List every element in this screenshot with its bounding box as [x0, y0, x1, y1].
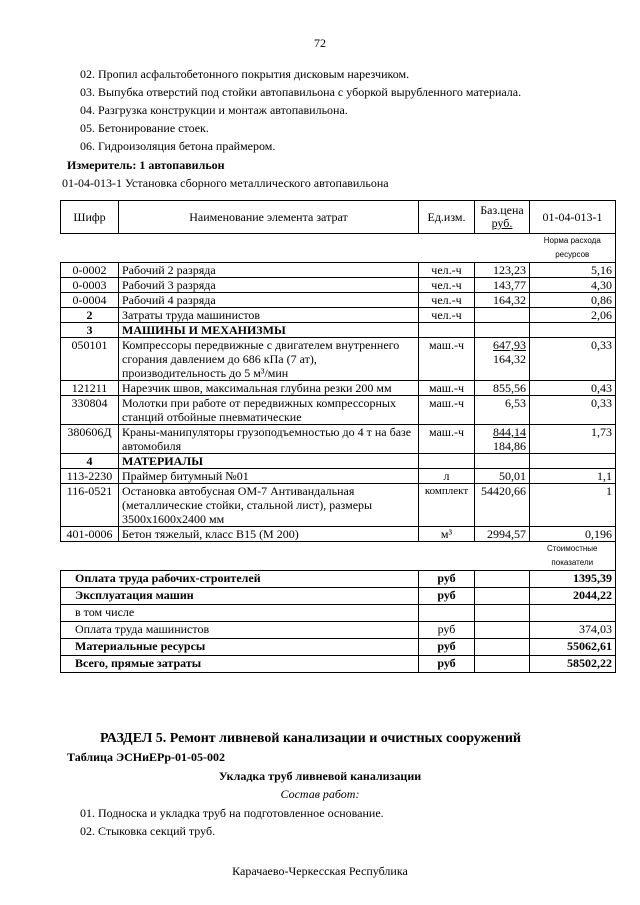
row-norm: 1 [530, 484, 616, 527]
subheader-row [61, 234, 616, 263]
row-price: 54420,66 [475, 484, 530, 527]
work-item: 01. Поднoска и укладка труб на подготовленное основание. [80, 806, 384, 820]
row-norm: 0,33 [530, 338, 616, 381]
table-row [61, 484, 616, 527]
row-unit: маш.-ч [419, 381, 475, 396]
row-price: 123,23 [475, 263, 530, 278]
header-norm: 01-04-013-1 [530, 201, 616, 234]
table-row [61, 263, 616, 278]
row-name: Краны-манипуляторы грузоподъемностью до 4 т на базе автомобиля [119, 425, 419, 454]
summary-row [61, 571, 616, 588]
summary-label: Всего, прямые затраты [61, 656, 419, 673]
summary-value: 55062,61 [530, 639, 616, 656]
row-name: Затраты труда машинистов [119, 308, 419, 323]
section-code: 3 [61, 323, 119, 338]
summary-unit: руб [419, 656, 475, 673]
table-id: Таблица ЭСНиЕРр-01-05-002 [67, 750, 226, 764]
summary-row [61, 605, 616, 622]
summary-label: Материальные ресурсы [61, 639, 419, 656]
row-price: 6,53 [475, 396, 530, 425]
row-unit: комплект [419, 484, 475, 527]
row-price: 855,56 [475, 381, 530, 396]
row-code: 401-0006 [61, 527, 119, 542]
row-price-main: 647,93 [493, 338, 526, 352]
subheader-cost: Стоимостные показатели [530, 542, 616, 571]
table-row [61, 323, 616, 338]
row-norm: 0,33 [530, 396, 616, 425]
subheader-norm: Норма расхода ресурсов [530, 234, 616, 263]
row-code: 0-0004 [61, 293, 119, 308]
row-code: 113-2230 [61, 469, 119, 484]
footer-region: Карачаево-Черкесская Республика [232, 864, 408, 878]
row-price: 143,77 [475, 278, 530, 293]
summary-value: 58502,22 [530, 656, 616, 673]
summary-value: 1395,39 [530, 571, 616, 588]
table-row [61, 278, 616, 293]
page-number: 72 [314, 36, 326, 50]
header-base-price-line2: руб. [491, 216, 513, 230]
row-name: Молотки при работе от передвижных компрессорных станций отбойные пневматические [119, 396, 419, 425]
work-item: 03. Выпубка отверстий под стойки автопавильона с уборкой вырубленного материала. [80, 85, 522, 99]
summary-row [61, 622, 616, 639]
measure-unit: Измеритель: 1 автопавильон [67, 158, 225, 172]
summary-value [530, 605, 616, 622]
row-price-wages: 164,32 [493, 352, 526, 366]
row-price-wages: 184,86 [493, 439, 526, 453]
summary-row [61, 639, 616, 656]
row-norm: 0,196 [530, 527, 616, 542]
row-norm: 1,1 [530, 469, 616, 484]
table-row [61, 469, 616, 484]
row-unit: м³ [419, 527, 475, 542]
summary-value: 2044,22 [530, 588, 616, 605]
row-unit: маш.-ч [419, 338, 475, 381]
table-row [61, 381, 616, 396]
work-item: 06. Гидроизоляция бетона праймером. [80, 139, 276, 153]
row-unit: чел.-ч [419, 293, 475, 308]
row-norm: 1,73 [530, 425, 616, 454]
row-name: Праймер битумный №01 [119, 469, 419, 484]
header-code: Шифр [61, 201, 119, 234]
row-name: Нарезчик швов, максимальная глубина резки 200 мм [119, 381, 419, 396]
work-item: 02. Пропил асфальтобетонного покрытия дисковым нарезчиком. [80, 67, 410, 81]
work-item: 02. Стыковка секций труб. [80, 824, 216, 838]
row-norm: 0,86 [530, 293, 616, 308]
summary-label: Оплата труда рабочих-строителей [61, 571, 419, 588]
header-base-price [475, 201, 530, 234]
row-code: 0-0002 [61, 263, 119, 278]
row-code: 121211 [61, 381, 119, 396]
row-price: 50,01 [475, 469, 530, 484]
row-unit: чел.-ч [419, 263, 475, 278]
row-name: Компрессоры передвижные с двигателем внутреннего сгорания давлением до 686 кПа (7 ат), производительность до 5 м³/мин [119, 338, 419, 381]
section-title: РАЗДЕЛ 5. Ремонт ливневой канализации и очистных сооружений [100, 731, 521, 746]
row-code: 330804 [61, 396, 119, 425]
table-row [61, 425, 616, 454]
work-item: 05. Бетонирование стоек. [80, 121, 209, 135]
summary-row [61, 656, 616, 673]
row-name: Рабочий 2 разряда [119, 263, 419, 278]
table-row [61, 293, 616, 308]
row-unit: чел.-ч [419, 278, 475, 293]
row-name: Рабочий 4 разряда [119, 293, 419, 308]
table-name: Укладка труб ливневой канализации [218, 769, 422, 783]
header-name: Наименование элемента затрат [119, 201, 419, 234]
row-price: 164,32 [475, 293, 530, 308]
resource-table [60, 200, 616, 673]
row-code: 0-0003 [61, 278, 119, 293]
row-price [475, 338, 530, 381]
row-code: 380606Д [61, 425, 119, 454]
table-row [61, 338, 616, 381]
table-row [61, 308, 616, 323]
summary-unit: руб [419, 639, 475, 656]
summary-unit [419, 605, 475, 622]
row-code: 116-0521 [61, 484, 119, 527]
table-row [61, 527, 616, 542]
summary-label: в том числе [61, 605, 419, 622]
header-unit: Ед.изм. [419, 201, 475, 234]
section-heading: МАШИНЫ И МЕХАНИЗМЫ [119, 323, 419, 338]
summary-row [61, 588, 616, 605]
row-unit: маш.-ч [419, 425, 475, 454]
section-code: 4 [61, 454, 119, 469]
table-header-row [61, 201, 616, 234]
subheader-row [61, 542, 616, 571]
works-heading: Состав работ: [280, 787, 360, 801]
row-code: 050101 [61, 338, 119, 381]
summary-unit: руб [419, 571, 475, 588]
header-base-price-line1: Баз.цена [480, 203, 524, 217]
row-unit: л [419, 469, 475, 484]
norm-code-line: 01-04-013-1 Установка сборного металлического автопавильона [62, 176, 389, 190]
row-name: Рабочий 3 разряда [119, 278, 419, 293]
summary-unit: руб [419, 622, 475, 639]
row-price [475, 425, 530, 454]
row-unit: чел.-ч [419, 308, 475, 323]
table-row [61, 454, 616, 469]
table-row [61, 396, 616, 425]
row-name: Остановка автобусная ОМ-7 Антивандальная (металлические стойки, стальной лист), размеры 3500х1600х2400 мм [119, 484, 419, 527]
summary-value: 374,03 [530, 622, 616, 639]
row-norm: 4,30 [530, 278, 616, 293]
row-price: 2994,57 [475, 527, 530, 542]
row-price-main: 844,14 [493, 425, 526, 439]
summary-label: Оплата труда машинистов [61, 622, 419, 639]
row-unit: маш.-ч [419, 396, 475, 425]
row-norm: 2,06 [530, 308, 616, 323]
row-code: 2 [61, 308, 119, 323]
section-heading: МАТЕРИАЛЫ [119, 454, 419, 469]
row-norm: 0,43 [530, 381, 616, 396]
row-norm: 5,16 [530, 263, 616, 278]
summary-label: Эксплуатация машин [61, 588, 419, 605]
summary-unit: руб [419, 588, 475, 605]
row-name: Бетон тяжелый, класс В15 (М 200) [119, 527, 419, 542]
work-item: 04. Разгрузка конструкции и монтаж автопавильона. [80, 103, 348, 117]
